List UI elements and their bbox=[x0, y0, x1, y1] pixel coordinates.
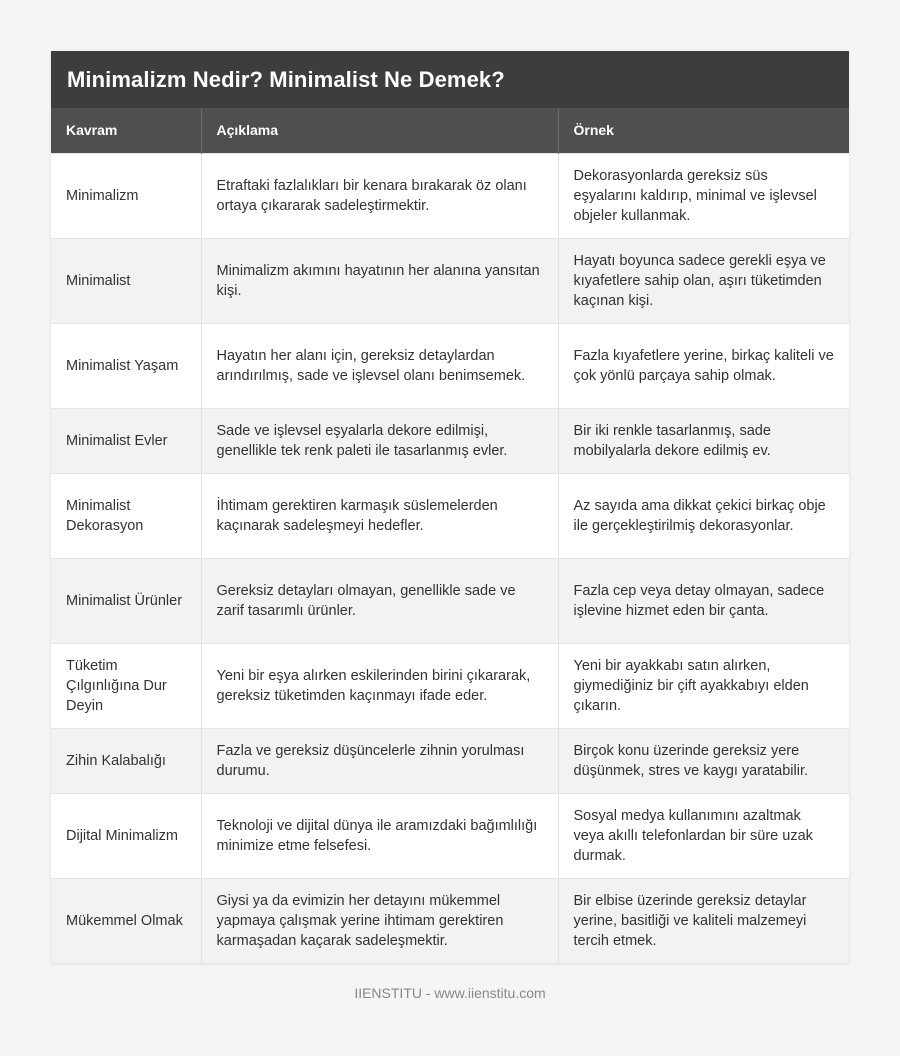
cell-aciklama: Fazla ve gereksiz düşüncelerle zihnin yorulması durumu. bbox=[201, 728, 558, 793]
table-row bbox=[51, 408, 849, 473]
cell-aciklama: İhtimam gerektiren karmaşık süslemelerden kaçınarak sadeleşmeyi hedefler. bbox=[201, 473, 558, 558]
footer-source: IIENSTITU - www.iienstitu.com bbox=[354, 985, 546, 1001]
column-header-ornek: Örnek bbox=[558, 108, 849, 153]
table-row bbox=[51, 473, 849, 558]
table-row bbox=[51, 323, 849, 408]
table-row bbox=[51, 728, 849, 793]
table-row bbox=[51, 153, 849, 238]
definitions-table-card bbox=[51, 51, 849, 963]
table-header-row bbox=[51, 108, 849, 153]
cell-aciklama: Gereksiz detayları olmayan, genellikle sade ve zarif tasarımlı ürünler. bbox=[201, 558, 558, 643]
cell-aciklama: Hayatın her alanı için, gereksiz detaylardan arındırılmış, sade ve işlevsel olanı benimsemek. bbox=[201, 323, 558, 408]
table-row bbox=[51, 643, 849, 728]
cell-kavram: Minimalist Ürünler bbox=[51, 558, 201, 643]
cell-kavram: Minimalist Evler bbox=[51, 408, 201, 473]
cell-ornek: Dekorasyonlarda gereksiz süs eşyalarını kaldırıp, minimal ve işlevsel objeler kullanmak. bbox=[558, 153, 849, 238]
cell-kavram: Minimalist Yaşam bbox=[51, 323, 201, 408]
cell-ornek: Sosyal medya kullanımını azaltmak veya akıllı telefonlardan bir süre uzak durmak. bbox=[558, 793, 849, 878]
cell-aciklama: Etraftaki fazlalıkları bir kenara bırakarak öz olanı ortaya çıkararak sadeleştirmektir. bbox=[201, 153, 558, 238]
cell-ornek: Birçok konu üzerinde gereksiz yere düşünmek, stres ve kaygı yaratabilir. bbox=[558, 728, 849, 793]
definitions-table bbox=[51, 108, 849, 963]
cell-kavram: Tüketim Çılgınlığına Dur Deyin bbox=[51, 643, 201, 728]
cell-ornek: Az sayıda ama dikkat çekici birkaç obje ile gerçekleştirilmiş dekorasyonlar. bbox=[558, 473, 849, 558]
table-row bbox=[51, 238, 849, 323]
cell-ornek: Hayatı boyunca sadece gerekli eşya ve kıyafetlere sahip olan, aşırı tüketimden kaçınan kişi. bbox=[558, 238, 849, 323]
cell-ornek: Yeni bir ayakkabı satın alırken, giymediğiniz bir çift ayakkabıyı elden çıkarın. bbox=[558, 643, 849, 728]
cell-aciklama: Teknoloji ve dijital dünya ile aramızdaki bağımlılığı minimize etme felsefesi. bbox=[201, 793, 558, 878]
cell-kavram: Dijital Minimalizm bbox=[51, 793, 201, 878]
cell-ornek: Bir elbise üzerinde gereksiz detaylar yerine, basitliği ve kaliteli malzemeyi tercih etmek. bbox=[558, 878, 849, 963]
table-row bbox=[51, 793, 849, 878]
cell-kavram: Mükemmel Olmak bbox=[51, 878, 201, 963]
table-title: Minimalizm Nedir? Minimalist Ne Demek? bbox=[51, 51, 849, 108]
cell-ornek: Fazla kıyafetlere yerine, birkaç kaliteli ve çok yönlü parçaya sahip olmak. bbox=[558, 323, 849, 408]
cell-ornek: Bir iki renkle tasarlanmış, sade mobilyalarla dekore edilmiş ev. bbox=[558, 408, 849, 473]
cell-kavram: Minimalist bbox=[51, 238, 201, 323]
table-row bbox=[51, 878, 849, 963]
table-row bbox=[51, 558, 849, 643]
cell-kavram: Minimalist Dekorasyon bbox=[51, 473, 201, 558]
cell-aciklama: Sade ve işlevsel eşyalarla dekore edilmişi, genellikle tek renk paleti ile tasarlanmış evler. bbox=[201, 408, 558, 473]
cell-kavram: Zihin Kalabalığı bbox=[51, 728, 201, 793]
column-header-kavram: Kavram bbox=[51, 108, 201, 153]
column-header-aciklama: Açıklama bbox=[201, 108, 558, 153]
cell-ornek: Fazla cep veya detay olmayan, sadece işlevine hizmet eden bir çanta. bbox=[558, 558, 849, 643]
cell-kavram: Minimalizm bbox=[51, 153, 201, 238]
cell-aciklama: Yeni bir eşya alırken eskilerinden birini çıkararak, gereksiz tüketimden kaçınmayı ifade eder. bbox=[201, 643, 558, 728]
cell-aciklama: Minimalizm akımını hayatının her alanına yansıtan kişi. bbox=[201, 238, 558, 323]
cell-aciklama: Giysi ya da evimizin her detayını mükemmel yapmaya çalışmak yerine ihtimam gerektiren karmaşadan kaçarak sadeleşmektir. bbox=[201, 878, 558, 963]
